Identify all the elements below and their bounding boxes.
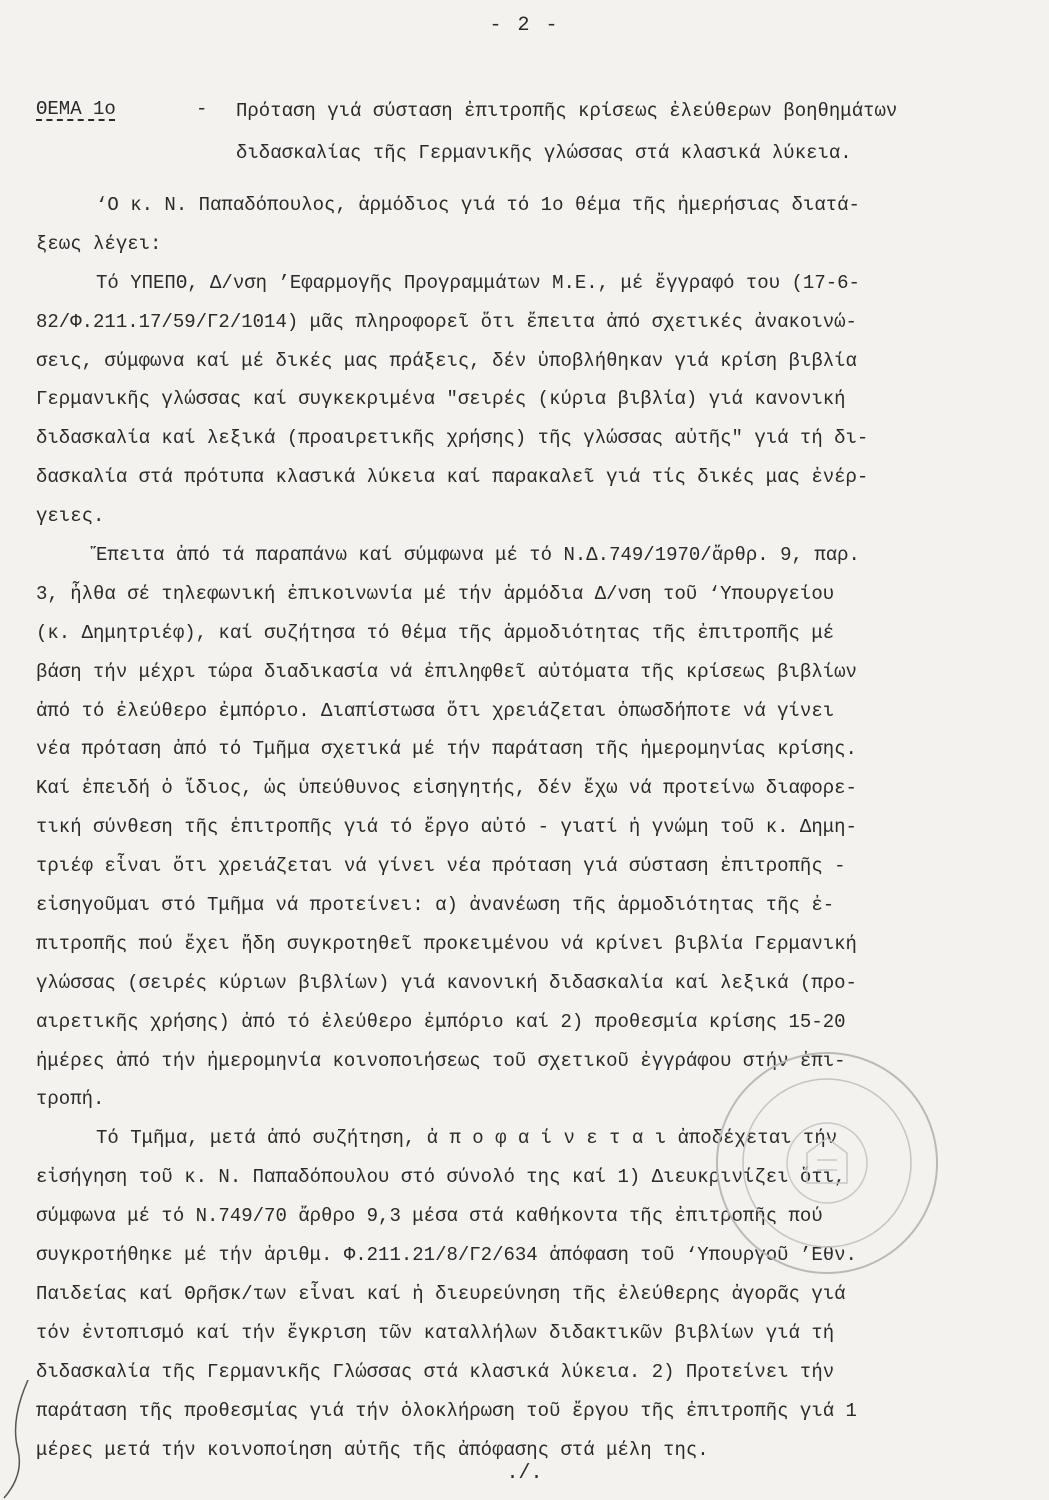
- body-line: βάση τήν μέχρι τώρα διαδικασία νά ἐπιληφθεῖ αὐτόματα τῆς κρίσεως βιβλίων: [36, 660, 857, 683]
- body-line: μέρες μετά τήν κοινοποίηση αὐτῆς τῆς ἀπόφασης στά μέλη της.: [36, 1438, 709, 1461]
- page-number: - 2 -: [489, 14, 560, 37]
- body-line: Ἔπειτα ἀπό τά παραπάνω καί σύμφωνα μέ τό Ν.Δ.749/1970/ἄρθρ. 9, παρ.: [96, 544, 860, 567]
- body-line: Τό Τμῆμα, μετά ἀπό συζήτηση, ἀ π ο φ α ί ν ε τ α ι ἀποδέχεται τήν: [96, 1127, 838, 1150]
- topic-label: ΘΕΜΑ 1ο: [36, 98, 116, 120]
- body-line: ξεως λέγει:: [36, 232, 162, 255]
- topic-title-line-2: διδασκαλίας τῆς Γερμανικῆς γλώσσας στά κλασικά λύκεια.: [236, 142, 852, 164]
- body-line: τροπή.: [36, 1088, 105, 1111]
- body-line: Καί ἐπειδή ὁ ἴδιος, ὡς ὑπεύθυνος εἰσηγητής, δέν ἔχω νά προτείνω διαφορε-: [36, 777, 857, 800]
- body-line: ἡμέρες ἀπό τήν ἡμερομηνία κοινοποιήσεως τοῦ σχετικοῦ ἐγγράφου στήν ἐπι-: [36, 1049, 846, 1072]
- topic-dash: -: [196, 98, 208, 120]
- body-line: Παιδείας καί Θρῆσκ/των εἶναι καί ἡ διευρεύνηση τῆς ἐλεύθερης ἀγορᾶς γιά: [36, 1282, 846, 1305]
- topic-title-line-1: Πρόταση γιά σύσταση ἐπιτροπῆς κρίσεως ἐλεύθερων βοηθημάτων: [236, 100, 898, 122]
- body-line: εἰσήγηση τοῦ κ. Ν. Παπαδόπουλου στό σύνολό της καί 1) Διευκρινίζει ὅτι,: [36, 1166, 846, 1189]
- official-stamp: [712, 1048, 942, 1278]
- body-line: 3, ἦλθα σέ τηλεφωνική ἐπικοινωνία μέ τήν ἁρμόδια Δ/νση τοῦ ‘Υπουργείου: [36, 582, 835, 605]
- body-line: δασκαλία στά πρότυπα κλασικά λύκεια καί παρακαλεῖ γιά τίς δικές μας ἐνέρ-: [36, 466, 869, 489]
- body-line: ἀπό τό ἐλεύθερο ἐμπόριο. Διαπίστωσα ὅτι χρειάζεται ὁπωσδήποτε νά γίνει: [36, 699, 835, 722]
- body-line: τόν ἐντοπισμό καί τήν ἔγκριση τῶν καταλλήλων διδακτικῶν βιβλίων γιά τή: [36, 1321, 835, 1344]
- body-line: σύμφωνα μέ τό Ν.749/70 ἄρθρο 9,3 μέσα στά καθήκοντα τῆς ἐπιτροπῆς πού: [36, 1205, 823, 1228]
- body-line: ‘Ο κ. Ν. Παπαδόπουλος, ἁρμόδιος γιά τό 1ο θέμα τῆς ἡμερήσιας διατά-: [96, 194, 860, 216]
- continuation-mark: ./.: [506, 1462, 543, 1485]
- body-line: τριέφ εἶναι ὅτι χρειάζεται νά γίνει νέα πρόταση γιά σύσταση ἐπιτροπῆς -: [36, 855, 846, 878]
- body-line: τική σύνθεση τῆς ἐπιτροπῆς γιά τό ἔργο αὐτό - γιατί ἡ γνώμη τοῦ κ. Δημη-: [36, 816, 857, 839]
- body-line: συγκροτήθηκε μέ τήν ἀριθμ. Φ.211.21/8/Γ2/634 ἀπόφαση τοῦ ‘Υπουργοῦ ’Εθν.: [36, 1244, 857, 1267]
- body-line: αιρετικῆς χρήσης) ἀπό τό ἐλεύθερο ἐμπόριο καί 2) προθεσμία κρίσης 15-20: [36, 1010, 846, 1033]
- body-line: νέα πρόταση ἀπό τό Τμῆμα σχετικά μέ τήν παράταση τῆς ἡμερομηνίας κρίσης.: [36, 738, 857, 761]
- body-line: γλώσσας (σειρές κύριων βιβλίων) γιά κανονική διδασκαλία καί λεξικά (προ-: [36, 971, 857, 994]
- body-line: πιτροπῆς πού ἔχει ἤδη συγκροτηθεῖ προκειμένου νά κρίνει βιβλία Γερμανική: [36, 932, 857, 955]
- body-line: εἰσηγοῦμαι στό Τμῆμα νά προτείνει: α) ἀνανέωση τῆς ἁρμοδιότητας τῆς ἐ-: [36, 894, 835, 917]
- body-line: σεις, σύμφωνα καί μέ δικές μας πράξεις, δέν ὑποβλήθηκαν γιά κρίση βιβλία: [36, 349, 857, 372]
- body-line: γειες.: [36, 505, 105, 528]
- body-line: Τό ΥΠΕΠΘ, Δ/νση ’Εφαρμογῆς Προγραμμάτων Μ.Ε., μέ ἔγγραφό του (17-6-: [96, 271, 860, 294]
- body-line: διδασκαλία καί λεξικά (προαιρετικῆς χρήσης) τῆς γλώσσας αὐτῆς" γιά τή δι-: [36, 427, 869, 450]
- body-line: παράταση τῆς προθεσμίας γιά τήν ὁλοκλήρωση τοῦ ἔργου τῆς ἐπιτροπῆς γιά 1: [36, 1399, 857, 1422]
- body-line: 82/Φ.211.17/59/Γ2/1014) μᾶς πληροφορεῖ ὅτι ἔπειτα ἀπό σχετικές ἀνακοινώ-: [36, 310, 857, 333]
- body-line: (κ. Δημητριέφ), καί συζήτησα τό θέμα τῆς ἁρμοδιότητας τῆς ἐπιτροπῆς μέ: [36, 621, 835, 644]
- body-line: Γερμανικῆς γλώσσας καί συγκεκριμένα "σειρές (κύρια βιβλία) γιά κανονική: [36, 388, 846, 411]
- body-line: διδασκαλία τῆς Γερμανικῆς Γλώσσας στά κλασικά λύκεια. 2) Προτείνει τήν: [36, 1360, 835, 1383]
